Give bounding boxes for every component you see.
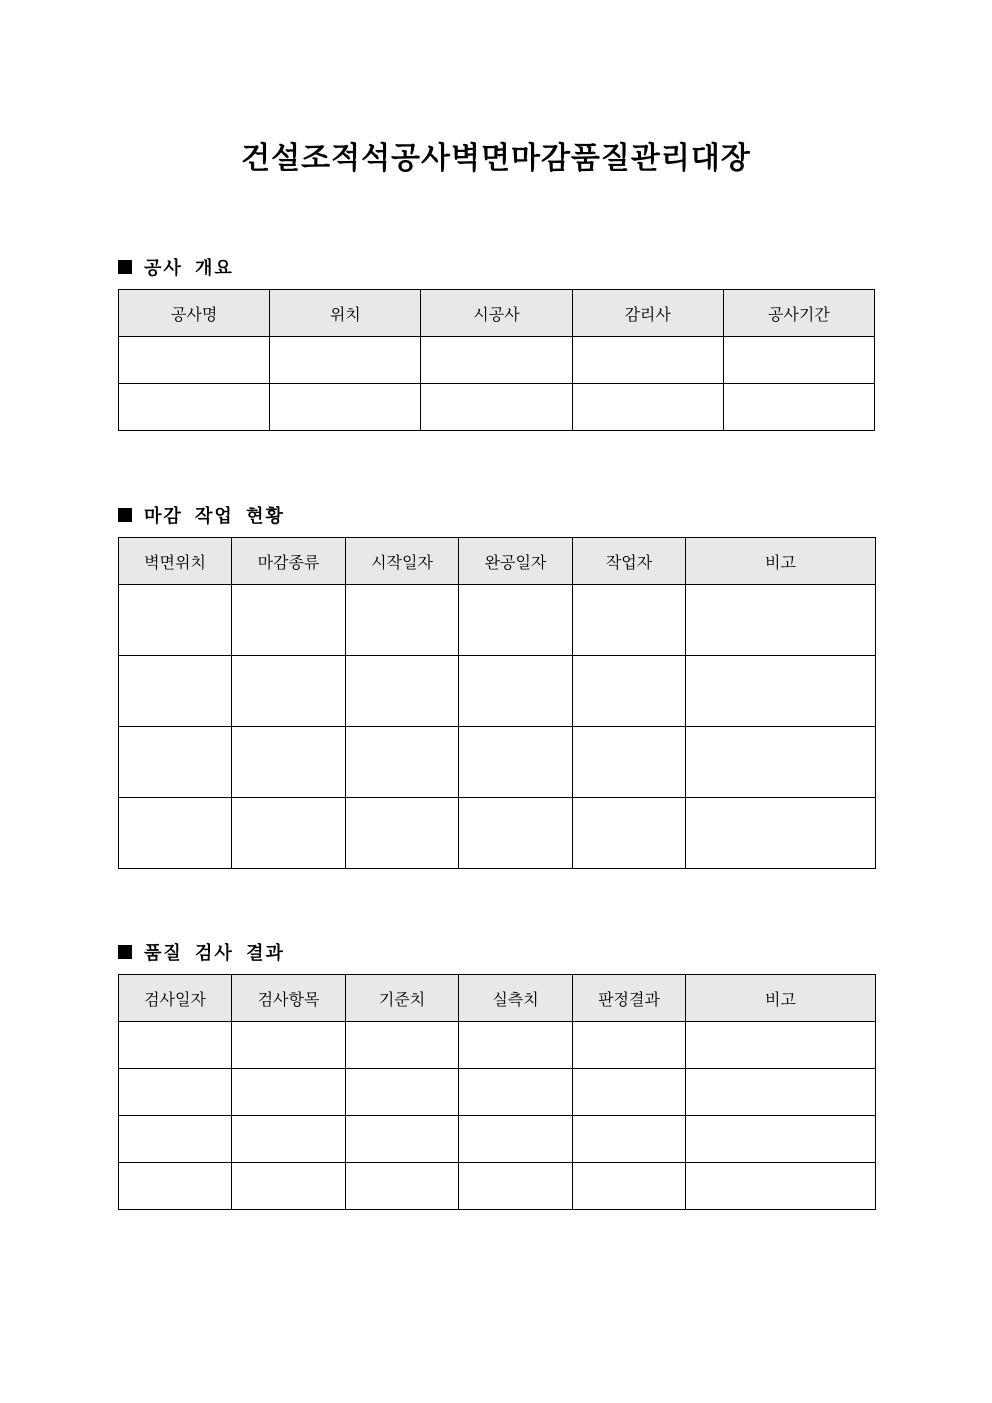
table-cell[interactable] — [573, 727, 686, 798]
column-header: 검사일자 — [119, 975, 232, 1022]
table-cell[interactable] — [459, 727, 573, 798]
square-bullet-icon — [118, 945, 132, 959]
table-cell[interactable] — [421, 384, 572, 431]
table-cell[interactable] — [686, 656, 876, 727]
table-cell[interactable] — [573, 1163, 686, 1210]
table-cell[interactable] — [119, 656, 232, 727]
table-cell[interactable] — [119, 1022, 232, 1069]
square-bullet-icon — [118, 508, 132, 522]
square-bullet-icon — [118, 260, 132, 274]
section-heading-label: 공사 개요 — [144, 258, 234, 279]
table-row — [119, 1022, 876, 1069]
table-cell[interactable] — [119, 1163, 232, 1210]
table-cell[interactable] — [232, 727, 346, 798]
table-cell[interactable] — [346, 656, 459, 727]
table-header-row — [119, 975, 876, 1022]
table-row — [119, 585, 876, 656]
table-cell[interactable] — [686, 585, 876, 656]
table-cell[interactable] — [686, 727, 876, 798]
table-row — [119, 798, 876, 869]
table-cell[interactable] — [459, 1022, 573, 1069]
table-cell[interactable] — [686, 1116, 876, 1163]
table-cell[interactable] — [723, 384, 874, 431]
table-cell[interactable] — [573, 1022, 686, 1069]
section-heading-finishing-work — [118, 502, 285, 528]
table-header-row — [119, 538, 876, 585]
table-cell[interactable] — [119, 1069, 232, 1116]
table-cell[interactable] — [572, 337, 723, 384]
table-cell[interactable] — [723, 337, 874, 384]
table-cell[interactable] — [232, 656, 346, 727]
page-title: 건설조적석공사벽면마감품질관리대장 — [241, 141, 751, 176]
column-header: 완공일자 — [459, 538, 573, 585]
table-cell[interactable] — [119, 798, 232, 869]
column-header: 시공사 — [421, 290, 572, 337]
table-cell[interactable] — [346, 585, 459, 656]
table-cell[interactable] — [573, 1069, 686, 1116]
section-heading-overview — [118, 254, 234, 280]
table-cell[interactable] — [573, 1116, 686, 1163]
table-cell[interactable] — [686, 798, 876, 869]
column-header: 비고 — [686, 538, 876, 585]
section-heading-quality-inspection — [118, 939, 285, 965]
table-cell[interactable] — [119, 585, 232, 656]
table-header-row — [119, 290, 875, 337]
table-cell[interactable] — [119, 727, 232, 798]
table-cell[interactable] — [459, 1116, 573, 1163]
table-cell[interactable] — [573, 656, 686, 727]
table-cell[interactable] — [346, 727, 459, 798]
table-row — [119, 1116, 876, 1163]
table-cell[interactable] — [459, 1163, 573, 1210]
table-cell[interactable] — [573, 798, 686, 869]
table-cell[interactable] — [686, 1163, 876, 1210]
section-heading-label: 마감 작업 현황 — [144, 506, 285, 527]
table-cell[interactable] — [119, 337, 270, 384]
column-header: 작업자 — [573, 538, 686, 585]
table-cell[interactable] — [346, 798, 459, 869]
table-cell[interactable] — [119, 384, 270, 431]
table-cell[interactable] — [270, 384, 421, 431]
column-header: 공사기간 — [723, 290, 874, 337]
table-cell[interactable] — [232, 585, 346, 656]
table-row — [119, 656, 876, 727]
table-cell[interactable] — [459, 656, 573, 727]
column-header: 마감종류 — [232, 538, 346, 585]
column-header: 실측치 — [459, 975, 573, 1022]
table-row — [119, 384, 875, 431]
table-row — [119, 1069, 876, 1116]
column-header: 벽면위치 — [119, 538, 232, 585]
column-header: 판정결과 — [573, 975, 686, 1022]
table-cell[interactable] — [270, 337, 421, 384]
table-cell[interactable] — [232, 1069, 346, 1116]
column-header: 위치 — [270, 290, 421, 337]
table-cell[interactable] — [459, 1069, 573, 1116]
column-header: 검사항목 — [232, 975, 346, 1022]
table-row — [119, 727, 876, 798]
table-row — [119, 337, 875, 384]
table-row — [119, 1163, 876, 1210]
finishing-work-table — [118, 537, 876, 869]
column-header: 공사명 — [119, 290, 270, 337]
table-cell[interactable] — [232, 798, 346, 869]
overview-table — [118, 289, 875, 431]
section-heading-label: 품질 검사 결과 — [144, 943, 285, 964]
table-cell[interactable] — [346, 1163, 459, 1210]
column-header: 비고 — [686, 975, 876, 1022]
column-header: 감리사 — [572, 290, 723, 337]
column-header: 기준치 — [346, 975, 459, 1022]
table-cell[interactable] — [459, 585, 573, 656]
table-cell[interactable] — [346, 1116, 459, 1163]
table-cell[interactable] — [421, 337, 572, 384]
table-cell[interactable] — [573, 585, 686, 656]
table-cell[interactable] — [232, 1116, 346, 1163]
table-cell[interactable] — [572, 384, 723, 431]
quality-inspection-table — [118, 974, 876, 1210]
table-cell[interactable] — [686, 1022, 876, 1069]
column-header: 시작일자 — [346, 538, 459, 585]
table-cell[interactable] — [686, 1069, 876, 1116]
table-cell[interactable] — [119, 1116, 232, 1163]
table-cell[interactable] — [346, 1022, 459, 1069]
table-cell[interactable] — [232, 1022, 346, 1069]
table-cell[interactable] — [232, 1163, 346, 1210]
table-cell[interactable] — [346, 1069, 459, 1116]
table-cell[interactable] — [459, 798, 573, 869]
